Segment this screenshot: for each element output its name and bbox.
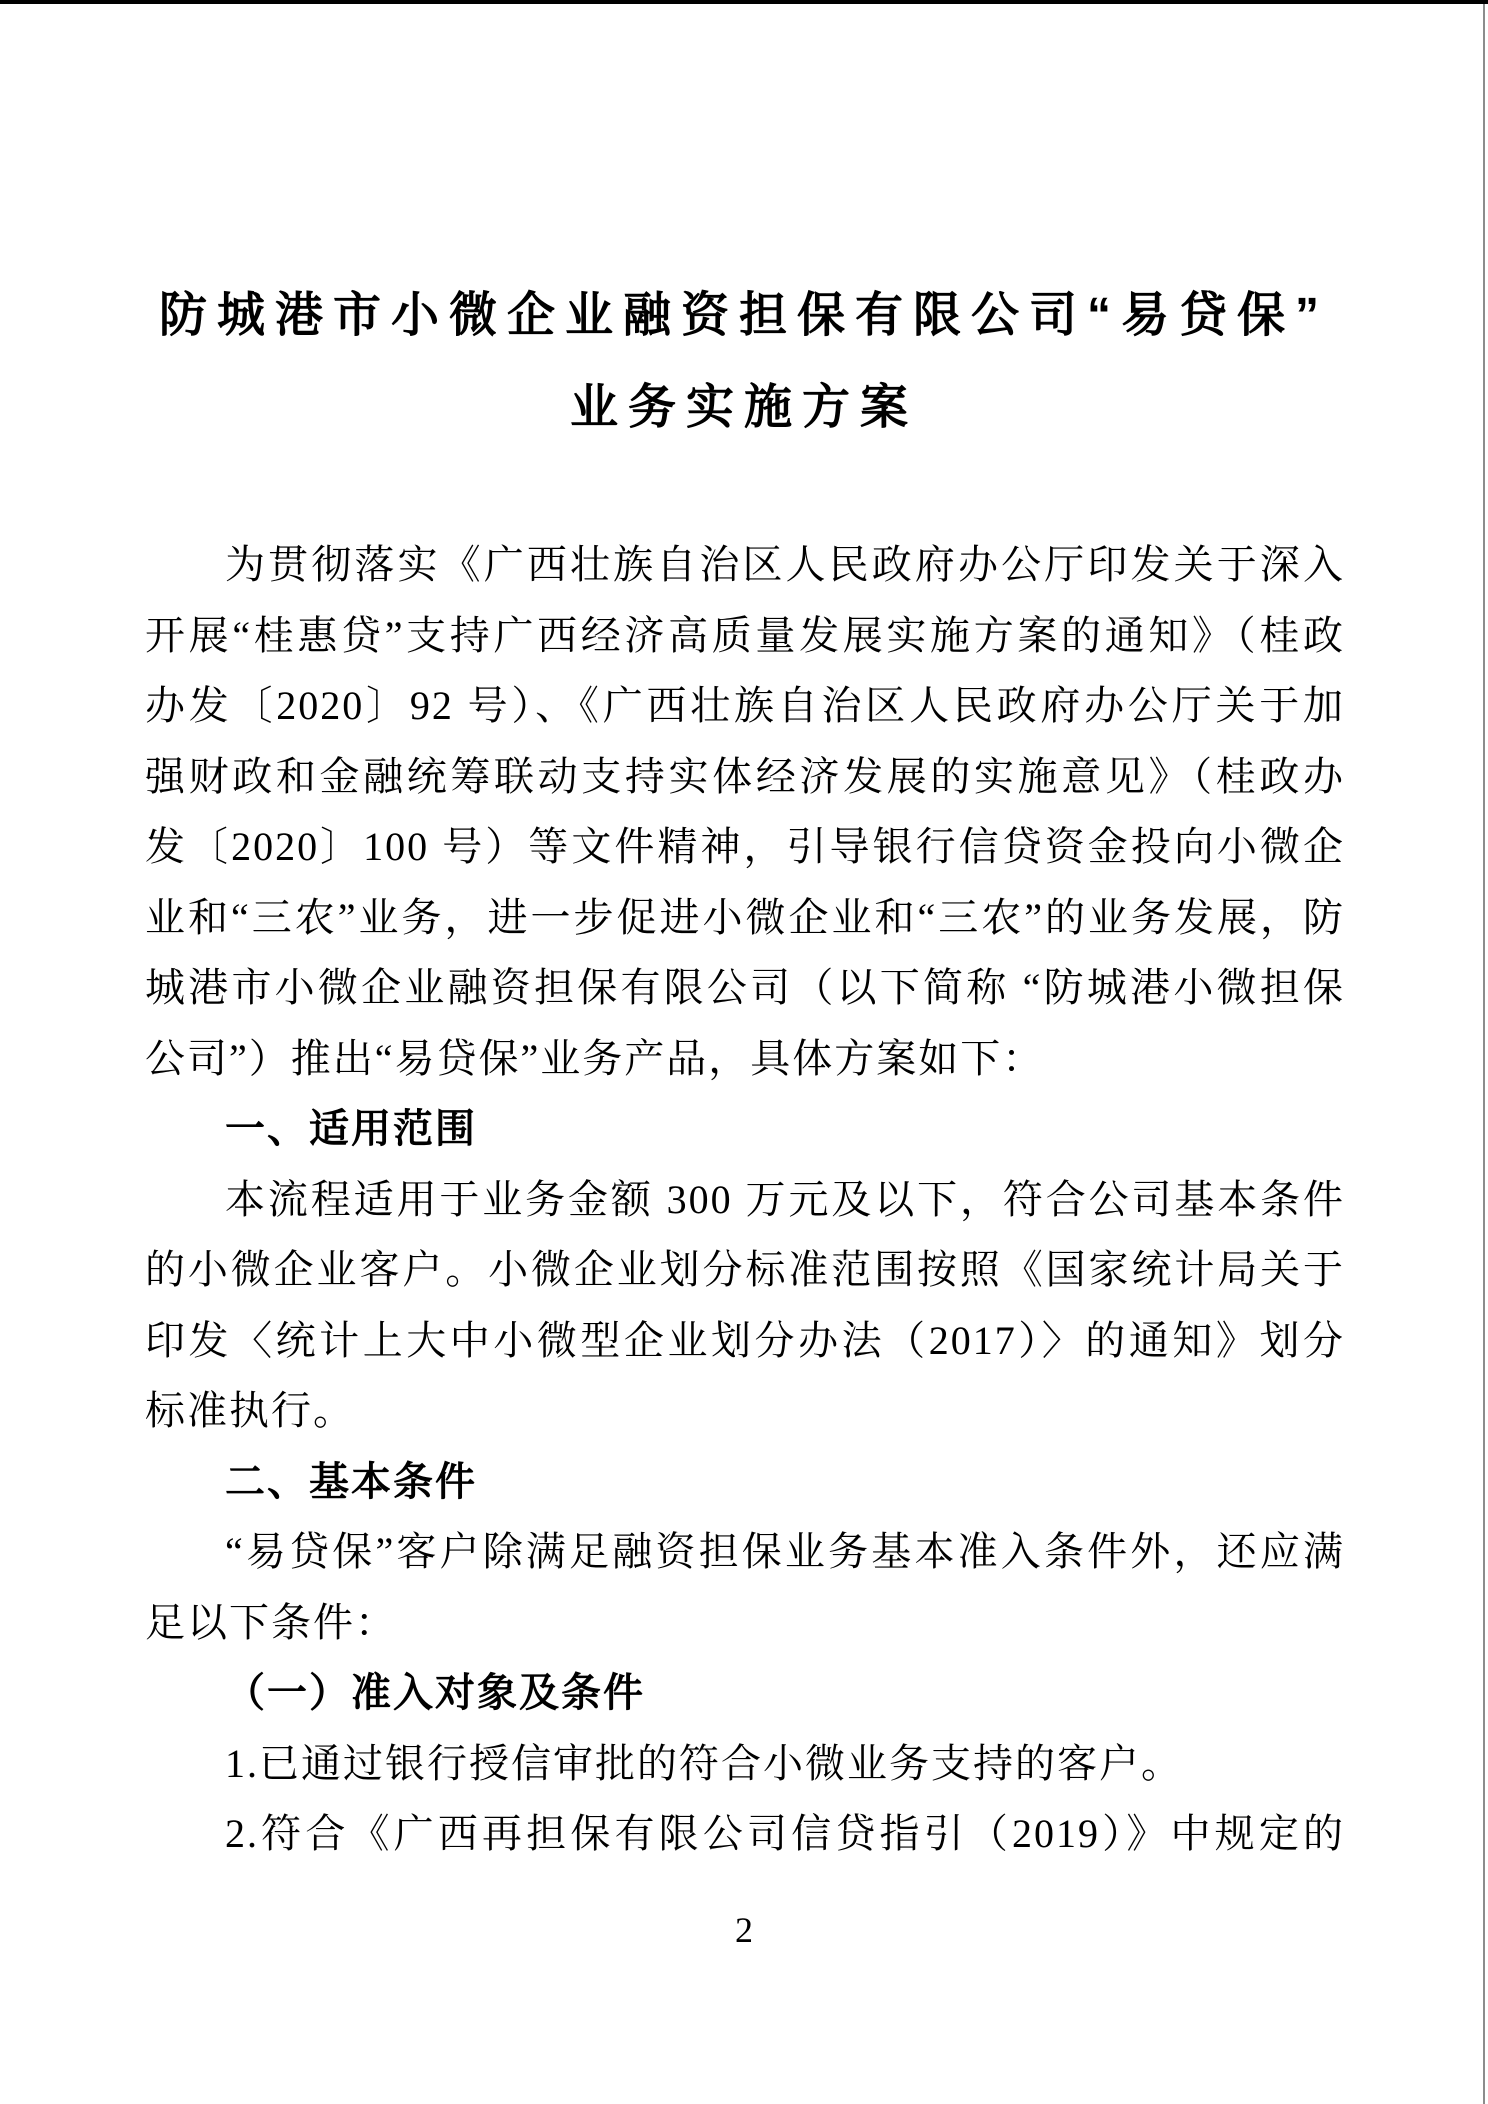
list-item-line: 1.已通过银行授信审批的符合小微业务支持的客户。 [225, 1740, 1183, 1786]
paragraph-line: 印发〈统计上大中小微型企业划分办法（2017）〉的通知》划分 [145, 1317, 1345, 1363]
paragraph-line: 开展“桂惠贷”支持广西经济高质量发展实施方案的通知》（桂政 [145, 612, 1345, 658]
page-number: 2 [735, 1910, 753, 1950]
section-heading: （一）准入对象及条件 [225, 1671, 645, 1715]
paragraph-line: “易贷保”客户除满足融资担保业务基本准入条件外，还应满 [225, 1529, 1345, 1574]
document-title-line-2: 业务实施方案 [569, 381, 918, 434]
paragraph-line: 发〔2020〕100 号）等文件精神，引导银行信贷资金投向小微企 [145, 824, 1345, 869]
paragraph-line: 本流程适用于业务金额 300 万元及以下，符合公司基本条件 [225, 1176, 1345, 1222]
paragraph-line: 强财政和金融统筹联动支持实体经济发展的实施意见》（桂政办 [145, 753, 1345, 799]
paragraph-line: 标准执行。 [145, 1388, 355, 1433]
section-heading: 二、基本条件 [225, 1459, 477, 1504]
paragraph-line: 办发〔2020〕92 号）、《广西壮族自治区人民政府办公厅关于加 [145, 683, 1345, 728]
paragraph-line: 足以下条件： [145, 1599, 397, 1645]
paragraph-line: 的小微企业客户。小微企业划分标准范围按照《国家统计局关于 [145, 1247, 1345, 1292]
paragraph-line: 业和“三农”业务，进一步促进小微企业和“三农”的业务发展，防 [145, 894, 1345, 940]
document-title-line-1: 防城港市小微企业融资担保有限公司“易贷保” [158, 289, 1329, 342]
section-heading: 一、适用范围 [225, 1107, 477, 1151]
document-title [0, 0, 1488, 454]
paragraph-line: 城港市小微企业融资担保有限公司（以下简称 “防城港小微担保 [145, 965, 1345, 1010]
paragraph-line: 为贯彻落实《广西壮族自治区人民政府办公厅印发关于深入 [225, 542, 1345, 587]
document-body [145, 530, 1345, 1870]
paragraph-line: 公司”）推出“易贷保”业务产品，具体方案如下： [145, 1035, 1045, 1081]
page-top-border [0, 0, 1488, 4]
page-footer [0, 1908, 1488, 1952]
list-item-line: 2.符合《广西再担保有限公司信贷指引（2019）》中规定的 [225, 1811, 1345, 1856]
page-right-scan-border [1483, 4, 1485, 2104]
